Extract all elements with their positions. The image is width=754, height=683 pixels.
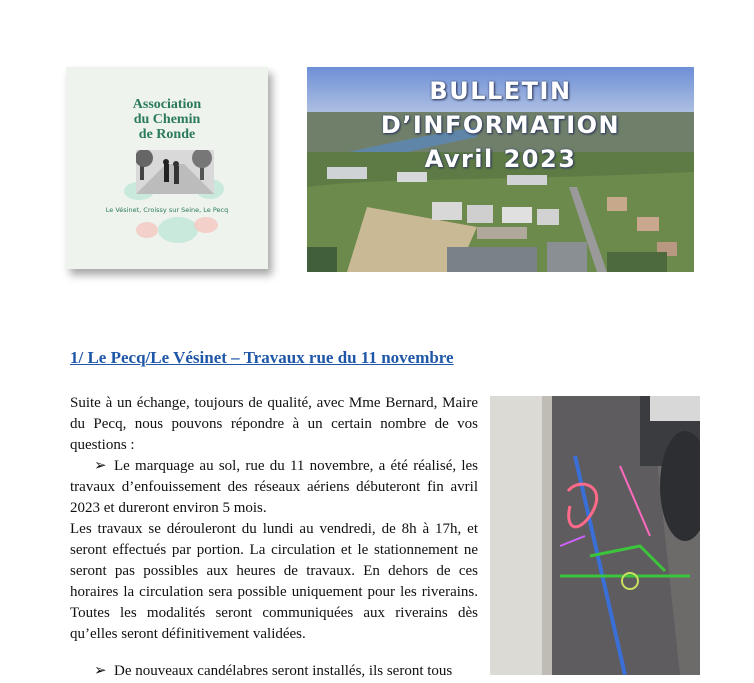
logo-title: Association du Chemin de Ronde bbox=[132, 97, 202, 142]
section-heading: 1/ Le Pecq/Le Vésinet – Travaux rue du 11 novembre bbox=[70, 348, 454, 367]
arrow-bullet-icon: ➢ bbox=[94, 663, 107, 679]
banner-title-line-1: BULLETIN bbox=[429, 77, 572, 105]
bullet-text: De nouveaux candélabres seront installés, ils seront tous bbox=[114, 663, 453, 679]
works-paragraph: Les travaux se dérouleront du lundi au vendredi, de 8h à 17h, et seront effectués par portion. La circulation et le stationnement ne seront pas possibles aux heures de travaux. En dehors de ces horaires la circulation sera possible uniquement pour les riverains. Toutes les modalités seront communiquées aux riverains dès qu’elles seront définitivement validées. bbox=[70, 521, 478, 642]
leaf-decoration bbox=[158, 217, 198, 243]
logo-subtitle: Le Vésinet, Croissy sur Seine, Le Pecq bbox=[105, 206, 229, 214]
arrow-bullet-icon: ➢ bbox=[94, 458, 107, 474]
bullet-item bbox=[70, 456, 478, 519]
intro-paragraph: Suite à un échange, toujours de qualité, avec Mme Bernard, Maire du Pecq, nous pouvons répondre à un certain nombre de vos questions : bbox=[70, 395, 478, 453]
street-marking-photo bbox=[490, 396, 700, 675]
banner-title-line-2: D’INFORMATION bbox=[380, 111, 621, 139]
banner-title-line-3: Avril 2023 bbox=[424, 145, 577, 173]
logo-photo bbox=[136, 150, 214, 194]
bulletin-banner bbox=[307, 67, 694, 272]
association-logo bbox=[66, 67, 268, 269]
bullet-item bbox=[70, 661, 478, 682]
leaf-decoration bbox=[194, 217, 218, 233]
bullet-text: Le marquage au sol, rue du 11 novembre, a été réalisé, les travaux d’enfouissement des réseaux aériens débuteront fin avril 2023 et dureront environ 5 mois. bbox=[70, 458, 478, 516]
leaf-decoration bbox=[136, 222, 158, 238]
